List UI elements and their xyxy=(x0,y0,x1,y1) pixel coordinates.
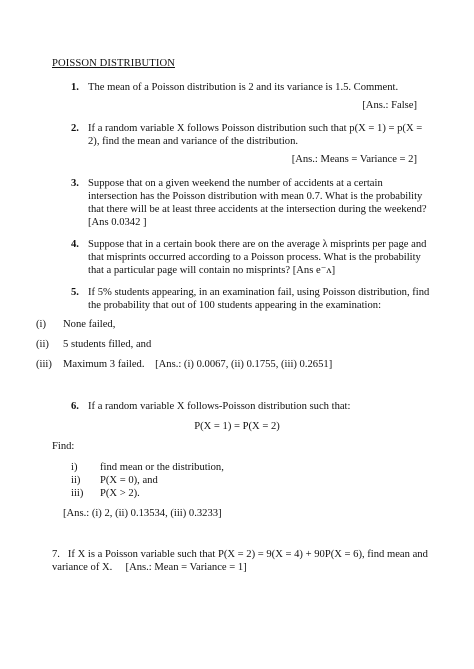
question-3-line-2: intersection has the Poisson distribution with mean 0.7. What is the probability xyxy=(88,191,423,202)
question-3-line-3: that there will be at least three accidents at the intersection during the weekend? xyxy=(88,204,427,215)
question-2-answer: [Ans.: Means = Variance = 2] xyxy=(291,154,417,165)
question-4-number: 4. xyxy=(71,239,79,250)
question-7-line-2: variance of X. [Ans.: Mean = Variance = 1] xyxy=(52,562,247,573)
question-1-answer: [Ans.: False] xyxy=(362,100,417,111)
q5-part-2-marker: (ii) xyxy=(36,339,49,350)
q6-part-2-text: P(X = 0), and xyxy=(100,475,158,486)
question-2-line-2: 2), find the mean and variance of the distribution. xyxy=(88,136,299,147)
question-4-line-1: Suppose that in a certain book there are on the average λ misprints per page and xyxy=(88,239,427,250)
q5-part-2-text: 5 students filled, and xyxy=(63,339,152,350)
q6-part-1-marker: i) xyxy=(71,462,78,473)
question-6-equation: P(X = 1) = P(X = 2) xyxy=(194,421,280,432)
q5-part-1-text: None failed, xyxy=(63,319,116,330)
question-3-answer: [Ans 0.0342 ] xyxy=(88,217,147,228)
question-4-line-2: that misprints occurred according to a Poisson process. What is the probability xyxy=(88,252,421,263)
question-5-line-1: If 5% students appearing, in an examination fail, using Poisson distribution, find xyxy=(88,287,430,298)
find-label: Find: xyxy=(52,441,75,452)
question-6-number: 6. xyxy=(71,401,79,412)
question-1-text: The mean of a Poisson distribution is 2 and its variance is 1.5. Comment. xyxy=(88,82,399,93)
question-5-number: 5. xyxy=(71,287,79,298)
question-2-line-1: If a random variable X follows Poisson distribution such that p(X = 1) = p(X = xyxy=(88,123,423,134)
question-7-line-1: 7. If X is a Poisson variable such that P(X = 2) = 9(X = 4) + 90P(X = 6), find mean and xyxy=(52,549,428,560)
q5-part-3-marker: (iii) xyxy=(36,359,52,370)
q6-part-3-text: P(X > 2). xyxy=(100,488,140,499)
question-3-number: 3. xyxy=(71,178,79,189)
question-4-line-3: that a particular page will contain no misprints? [Ans e⁻ᴧ] xyxy=(88,265,336,276)
q5-part-3-text: Maximum 3 failed. [Ans.: (i) 0.0067, (ii) 0.1755, (iii) 0.2651] xyxy=(63,359,333,370)
page-title: POISSON DISTRIBUTION xyxy=(52,58,175,69)
question-6-text: If a random variable X follows-Poisson distribution such that: xyxy=(88,401,351,412)
question-6-answer: [Ans.: (i) 2, (ii) 0.13534, (iii) 0.3233] xyxy=(63,508,222,519)
q5-part-1-marker: (i) xyxy=(36,319,46,330)
q6-part-2-marker: ii) xyxy=(71,475,81,486)
question-1-number: 1. xyxy=(71,82,79,93)
question-3-line-1: Suppose that on a given weekend the number of accidents at a certain xyxy=(88,178,383,189)
question-5-line-2: the probability that out of 100 students appearing in the examination: xyxy=(88,300,382,311)
q6-part-3-marker: iii) xyxy=(71,488,84,499)
question-2-number: 2. xyxy=(71,123,79,134)
q6-part-1-text: find mean or the distribution, xyxy=(100,462,224,473)
